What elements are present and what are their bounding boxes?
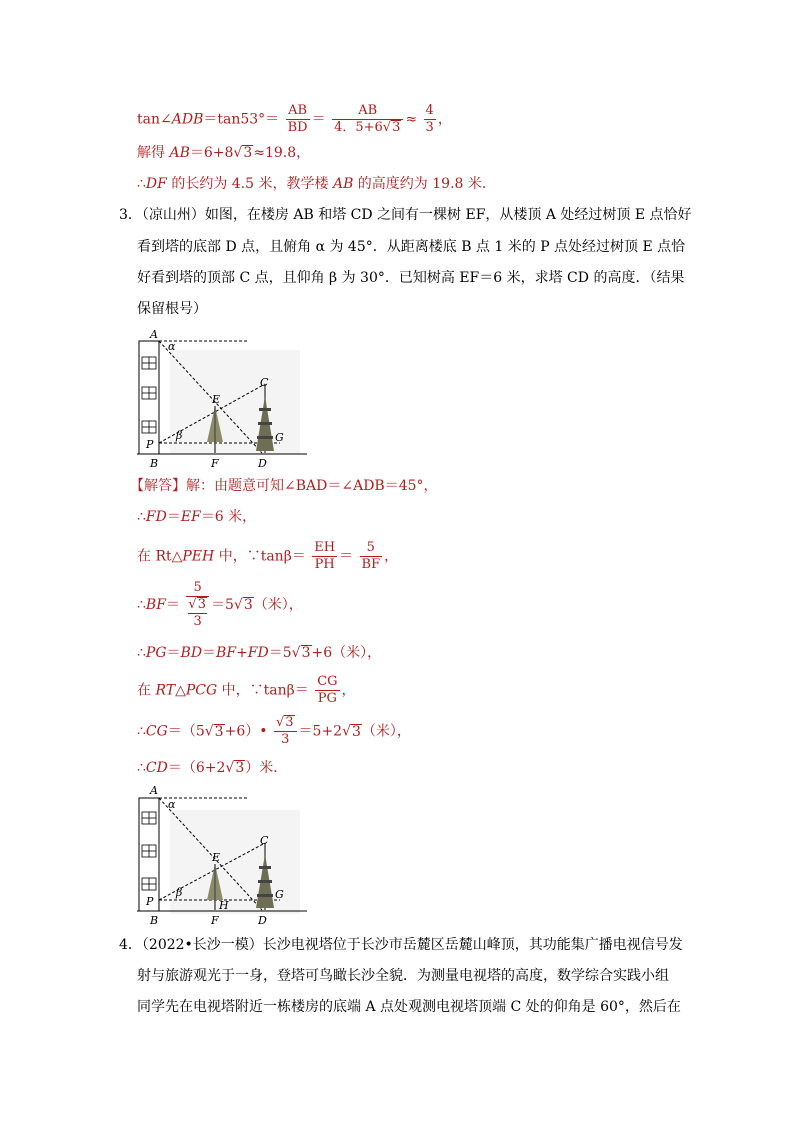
label-beta: β: [176, 429, 183, 442]
solution-line-7: ∴CG＝（5√3+6）• $\frac{√3}{3}$ ＝5+2√3（米），: [137, 715, 411, 747]
label-alpha: α: [168, 798, 176, 811]
solution-line-5: ∴PG＝BD＝BF+FD＝5√3+6（米），: [137, 645, 382, 661]
solution-line-conclusion: ∴DF 的长约为 4.5 米，教学楼 AB 的高度约为 19.8 米．: [137, 176, 496, 192]
question-4-line-1: 4．（2022•长沙一模）长沙电视塔位于长沙市岳麓区岳麓山峰顶，其功能集广播电视信号发: [119, 937, 683, 953]
label-e: E: [212, 851, 221, 864]
answer-tag: 【解答】: [130, 478, 186, 494]
solution-line-6: 在 RT△PCG 中，∵tanβ＝ $\frac{CG}{PG}$ ，: [137, 674, 356, 706]
label-f: F: [211, 914, 219, 925]
question-3-line-2: 看到塔的底部 D 点，且俯角 α 为 45°．从距离楼底 B 点 1 米的 P 点处经过树顶 E 点恰: [137, 239, 686, 255]
solution-line-8: ∴CD＝（6+2√3）米．: [137, 760, 288, 776]
label-g: G: [275, 431, 284, 444]
question-3-line-4: 保留根号）: [137, 301, 207, 317]
question-3-line-3: 好看到塔的顶部 C 点，且仰角 β 为 30°．已知树高 EF＝6 米，求塔 CD 的高度．（结果: [137, 270, 685, 286]
label-beta: β: [176, 886, 183, 899]
label-p: P: [146, 438, 154, 451]
solution-line-1: 【解答】解：由题意可知∠BAD＝∠ADB＝45°，: [130, 478, 438, 494]
label-a: A: [150, 328, 158, 341]
window-icon: [142, 357, 156, 433]
label-e: E: [212, 393, 221, 406]
solution-line-ab: 解得 AB＝6+8√3≈19.8，: [137, 145, 311, 161]
question-4-line-2: 射与旅游观光于一身，登塔可鸟瞰长沙全貌．为测量电视塔的高度，数学综合实践小组: [137, 968, 669, 984]
tower-figure: [132, 326, 312, 471]
label-c: C: [260, 834, 269, 847]
label-g: G: [275, 888, 284, 901]
label-d: D: [258, 457, 267, 470]
label-d: D: [258, 914, 267, 925]
label-b: B: [150, 457, 159, 470]
question-3-line-1: 3．（凉山州）如图，在楼房 AB 和塔 CD 之间有一棵树 EF，从楼顶 A 处经过树顶 E 点恰好: [119, 207, 692, 223]
label-b: B: [150, 914, 159, 925]
solution-line-3: 在 Rt△PEH 中，∵tanβ＝ $\frac{EH}{PH}$ ＝ $\frac{5}{BF}$ ，: [137, 540, 399, 572]
label-c: C: [260, 376, 269, 389]
question-4-line-3: 同学先在电视塔附近一栋楼房的底端 A 点处观测电视塔顶端 C 处的仰角是 60°，然后在: [137, 999, 681, 1015]
label-h: H: [219, 899, 229, 912]
solution-line-4: ∴BF＝ 5 √3 3 ＝5√3（米），: [137, 580, 303, 629]
solution-line-2: ∴FD＝EF＝6 米，: [137, 509, 257, 525]
label-f: F: [211, 457, 219, 470]
label-p: P: [146, 895, 154, 908]
label-alpha: α: [168, 340, 176, 353]
window-icon: [142, 812, 156, 890]
solution-line-tan: tan∠ADB＝tan53°＝ $\frac{AB}{BD}$ ＝ $\frac{AB}{4.5+6√3}$ ≈ $\frac{4}{3}$ ，: [137, 103, 452, 135]
label-a: A: [150, 784, 158, 797]
tower-figure-solution: [132, 780, 312, 925]
